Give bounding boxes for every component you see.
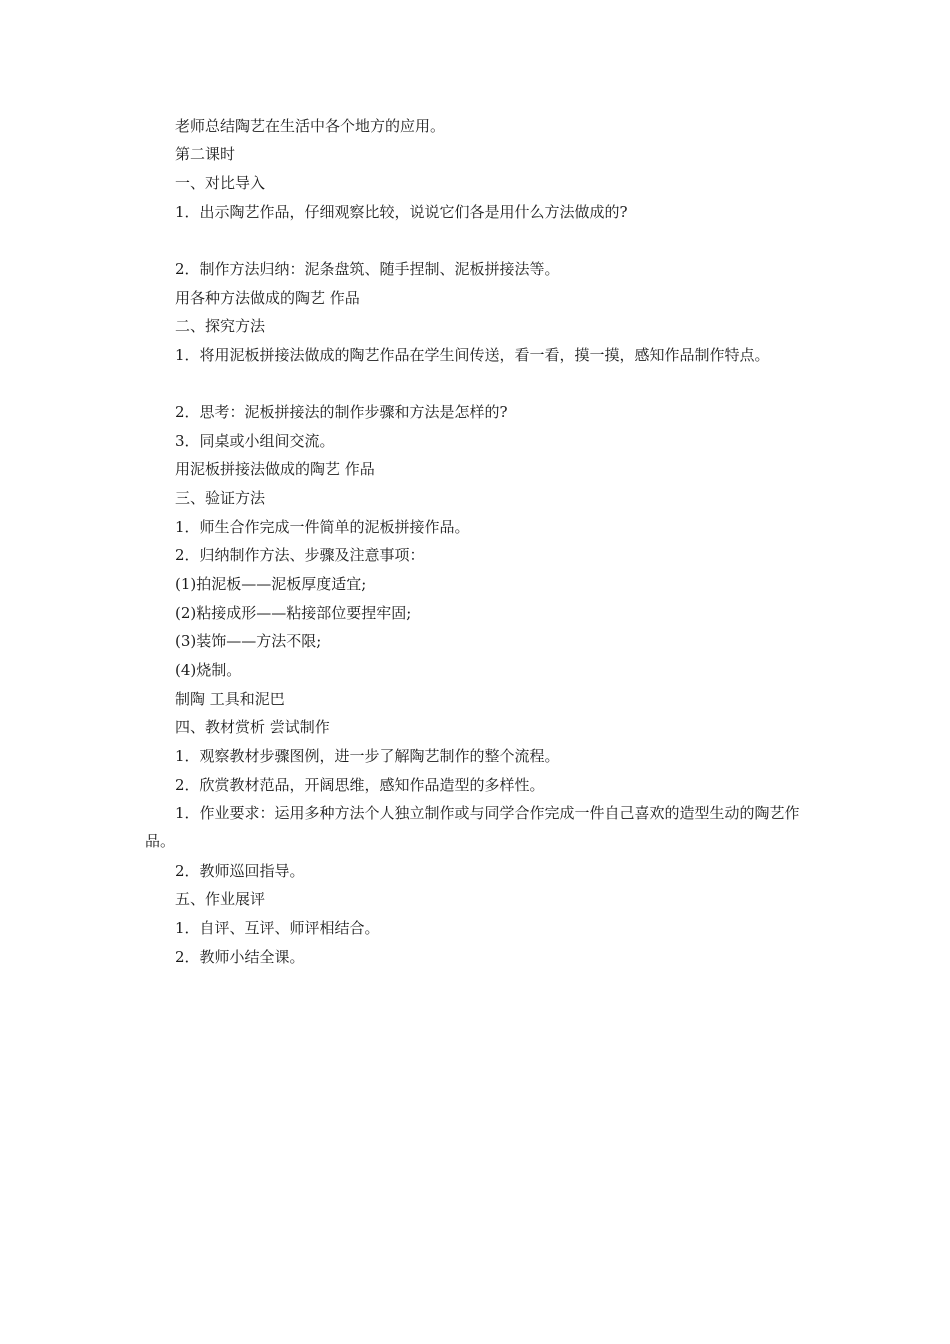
list-item: (2)粘接成形——粘接部位要捏牢固; xyxy=(175,604,412,622)
image-caption: 用泥板拼接法做成的陶艺 作品 xyxy=(175,460,375,478)
list-item: 2．教师巡回指导。 xyxy=(175,862,305,880)
image-caption: 用各种方法做成的陶艺 作品 xyxy=(175,289,360,307)
list-item: (1)拍泥板——泥板厚度适宜; xyxy=(175,575,367,593)
list-item: 1．观察教材步骤图例，进一步了解陶艺制作的整个流程。 xyxy=(175,747,560,765)
list-item: 2．思考：泥板拼接法的制作步骤和方法是怎样的? xyxy=(175,403,508,421)
image-caption: 制陶 工具和泥巴 xyxy=(175,690,285,708)
list-item: 1．将用泥板拼接法做成的陶艺作品在学生间传送，看一看，摸一摸，感知作品制作特点。 xyxy=(175,346,770,364)
list-item: 1．出示陶艺作品，仔细观察比较，说说它们各是用什么方法做成的? xyxy=(175,203,628,221)
paragraph: 老师总结陶艺在生活中各个地方的应用。 xyxy=(175,117,446,135)
list-item: (3)装饰——方法不限; xyxy=(175,632,322,650)
list-item: 1．作业要求：运用多种方法个人独立制作或与同学合作完成一件自己喜欢的造型生动的陶艺作品。 xyxy=(145,804,800,850)
section-heading: 一、对比导入 xyxy=(175,174,266,192)
list-item: (4)烧制。 xyxy=(175,661,242,679)
section-heading: 三、验证方法 xyxy=(175,489,266,507)
section-heading: 二、探究方法 xyxy=(175,317,266,335)
list-item: 3．同桌或小组间交流。 xyxy=(175,432,335,450)
list-item: 2．教师小结全课。 xyxy=(175,948,305,966)
section-heading: 四、教材赏析 尝试制作 xyxy=(175,718,330,736)
section-heading: 五、作业展评 xyxy=(175,890,266,908)
list-item: 2．归纳制作方法、步骤及注意事项： xyxy=(175,546,425,564)
section-heading: 第二课时 xyxy=(175,145,236,163)
list-item: 2．欣赏教材范品，开阔思维，感知作品造型的多样性。 xyxy=(175,776,545,794)
list-item: 1．师生合作完成一件简单的泥板拼接作品。 xyxy=(175,518,470,536)
list-item: 2．制作方法归纳：泥条盘筑、随手捏制、泥板拼接法等。 xyxy=(175,260,560,278)
list-item: 1．自评、互评、师评相结合。 xyxy=(175,919,380,937)
